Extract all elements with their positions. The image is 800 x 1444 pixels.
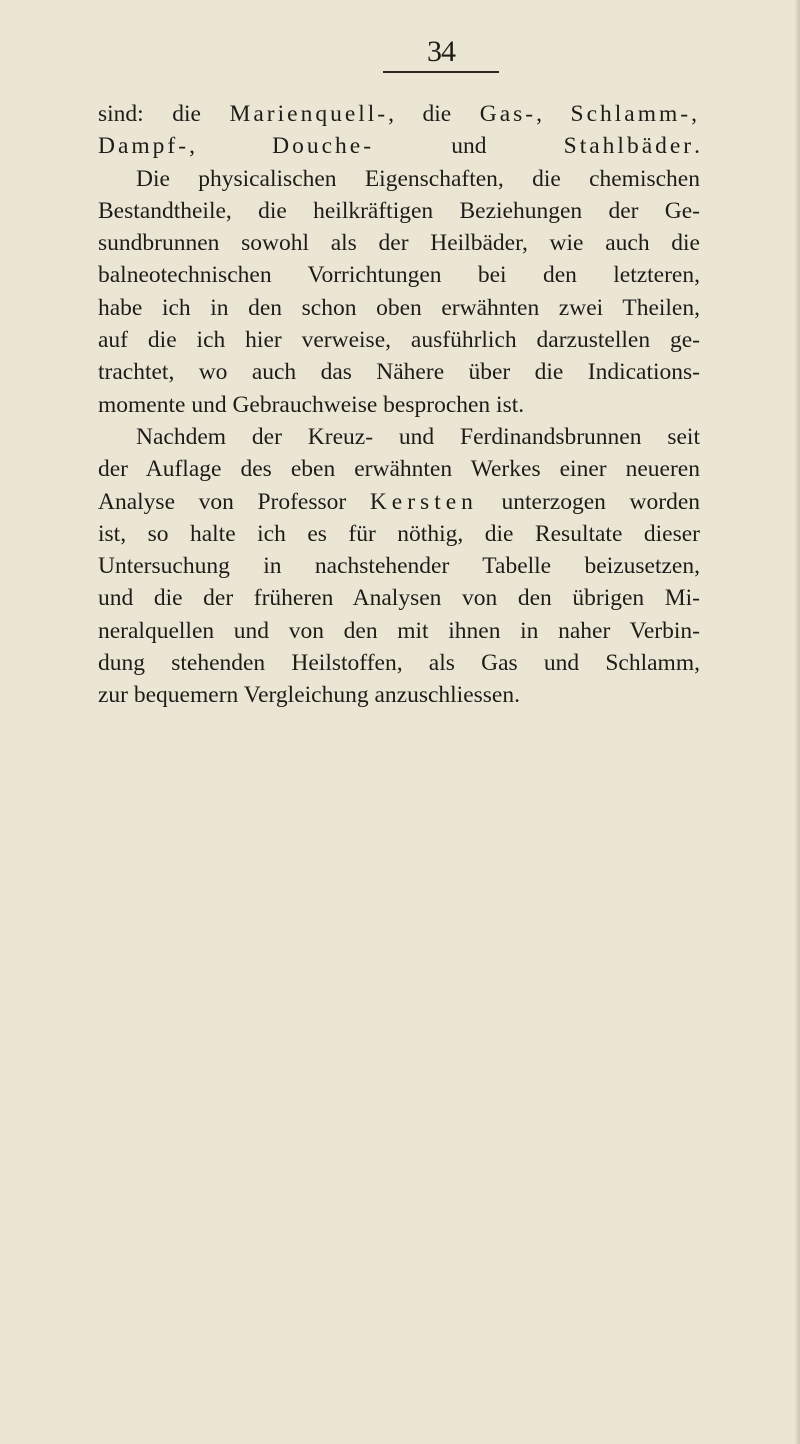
text-line: Analyse von Professor Kersten unterzogen worden: [98, 488, 700, 515]
text-line: habe ich in den schon oben erwähnten zwei Theilen,: [98, 294, 700, 321]
text-line: Die physicalischen Eigenschaften, die chemischen: [136, 165, 700, 192]
text-line: Untersuchung in nachstehender Tabelle beizusetzen,: [98, 553, 700, 580]
emphasis-spaced: Schlamm-,: [570, 101, 700, 127]
text-line: balneotechnischen Vorrichtungen bei den letzteren,: [98, 262, 700, 289]
text-line: zur bequemern Vergleichung anzuschliessen.: [98, 682, 520, 709]
text-line: sind: die Marienquell-, die Gas-, Schlamm-,: [98, 101, 700, 127]
page-edge-shadow: [794, 0, 800, 1444]
emphasis-spaced: Stahlbäder: [563, 133, 695, 160]
text-line: und die der früheren Analysen von den übrigen Mi-: [98, 585, 700, 612]
text-line: der Auflage des eben erwähnten Werkes einer neueren: [98, 456, 700, 483]
text-line: trachtet, wo auch das Nähere über die Indications-: [98, 359, 700, 386]
author-name-spaced: Kersten: [369, 488, 478, 515]
text-line: Dampf-, Douche- und Stahlbäder.: [98, 133, 701, 160]
emphasis-spaced: Marienquell-: [229, 101, 389, 127]
text-line: auf die ich hier verweise, ausführlich darzustellen ge-: [98, 327, 700, 354]
page-header: [383, 36, 499, 68]
body-text: [98, 98, 700, 712]
text-line: momente und Gebrauchweise besprochen ist.: [98, 391, 525, 418]
text-line: ist, so halte ich es für nöthig, die Resultate dieser: [98, 520, 700, 547]
text-line: neralquellen und von den mit ihnen in naher Verbin-: [98, 617, 700, 644]
page-number: 34: [427, 35, 455, 68]
text-line: sundbrunnen sowohl als der Heilbäder, wie auch die: [98, 230, 700, 257]
header-rule: [383, 71, 499, 73]
emphasis-spaced: Dampf-: [98, 133, 190, 160]
emphasis-spaced: Gas-: [479, 101, 537, 127]
text-line: Nachdem der Kreuz- und Ferdinandsbrunnen seit: [136, 423, 700, 450]
emphasis-spaced: Douche-: [272, 133, 375, 160]
text-line: Bestandtheile, die heilkräftigen Beziehungen der Ge-: [98, 197, 700, 224]
text-line: dung stehenden Heilstoffen, als Gas und Schlamm,: [98, 650, 700, 677]
